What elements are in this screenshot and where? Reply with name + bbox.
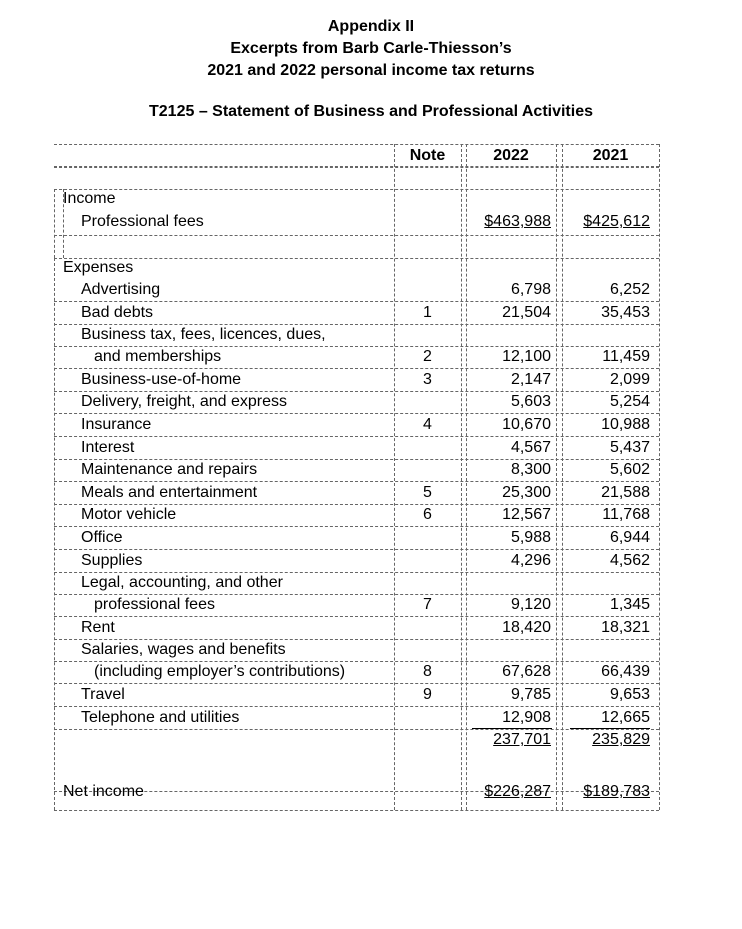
value-2022: 5,988 bbox=[510, 529, 551, 546]
total-expenses-2022: 237,701 bbox=[493, 731, 551, 749]
expense-label-continued: professional fees bbox=[94, 596, 215, 614]
row-divider bbox=[54, 810, 659, 811]
expense-label: Business tax, fees, licences, dues, bbox=[81, 326, 326, 344]
value-2022: 12,100 bbox=[502, 348, 551, 366]
line-item-label: Professional fees bbox=[81, 213, 204, 230]
note-number: 3 bbox=[423, 370, 432, 388]
row-divider bbox=[54, 481, 659, 482]
row-divider bbox=[54, 661, 659, 662]
column-header-2022: 2022 bbox=[493, 147, 529, 164]
column-header-note: Note bbox=[409, 147, 446, 164]
expense-label: Motor vehicle bbox=[81, 506, 177, 524]
expenses-heading: Expenses bbox=[63, 259, 134, 276]
value-2021: 66,439 bbox=[601, 663, 650, 681]
expense-label: Salaries, wages and benefits bbox=[81, 641, 286, 659]
value-2021: 5,602 bbox=[609, 461, 650, 479]
net-income-2021: $189,783 bbox=[583, 783, 650, 800]
value-2022: 9,785 bbox=[510, 686, 551, 703]
value-2022: 25,300 bbox=[502, 483, 551, 501]
expense-label: Rent bbox=[81, 618, 115, 636]
value-2021: 1,345 bbox=[609, 596, 650, 614]
row-divider bbox=[54, 616, 659, 617]
row-divider bbox=[54, 391, 659, 392]
column-divider bbox=[556, 144, 557, 810]
expense-label: Legal, accounting, and other bbox=[81, 574, 283, 592]
note-number: 6 bbox=[423, 506, 432, 524]
column-divider bbox=[54, 189, 55, 258]
expense-label-continued: and memberships bbox=[94, 348, 222, 366]
row-divider bbox=[54, 549, 659, 550]
row-divider bbox=[54, 639, 659, 640]
returns-heading: 2021 and 2022 personal income tax returns bbox=[207, 62, 535, 79]
value-2021: 5,437 bbox=[609, 438, 650, 456]
statement-subtitle: T2125 – Statement of Business and Professional Activities bbox=[149, 103, 593, 120]
row-divider bbox=[54, 683, 659, 684]
expense-label: Business-use-of-home bbox=[81, 370, 242, 388]
value-2021: 11,459 bbox=[602, 348, 650, 366]
row-divider bbox=[54, 572, 659, 573]
column-divider bbox=[54, 258, 55, 810]
value-2021: 4,562 bbox=[609, 551, 650, 569]
row-divider bbox=[54, 144, 659, 145]
expense-label: Bad debts bbox=[81, 303, 154, 321]
note-number: 4 bbox=[423, 416, 432, 433]
total-underline bbox=[570, 728, 650, 729]
net-income-label: Net income bbox=[63, 783, 144, 800]
expense-label-continued: (including employer’s contributions) bbox=[94, 663, 346, 681]
column-divider bbox=[461, 144, 462, 810]
expense-label: Supplies bbox=[81, 551, 143, 569]
row-divider bbox=[54, 729, 659, 730]
value-2022: 21,504 bbox=[502, 303, 551, 321]
value-2022: 12,908 bbox=[502, 708, 551, 726]
row-divider bbox=[54, 459, 659, 460]
row-divider bbox=[54, 235, 659, 236]
value-2021: 9,653 bbox=[609, 686, 650, 703]
note-number: 2 bbox=[423, 348, 432, 366]
income-heading: Income bbox=[63, 190, 116, 207]
note-number: 8 bbox=[423, 663, 432, 681]
row-divider bbox=[54, 324, 659, 325]
note-number: 1 bbox=[423, 303, 432, 321]
value-2022: 67,628 bbox=[502, 663, 551, 681]
column-divider bbox=[659, 144, 660, 810]
expense-label: Delivery, freight, and express bbox=[81, 393, 288, 411]
row-divider bbox=[54, 346, 659, 347]
note-number: 7 bbox=[423, 596, 432, 614]
net-income-2022: $226,287 bbox=[484, 783, 551, 800]
value-2021: 12,665 bbox=[601, 708, 650, 726]
expense-label: Advertising bbox=[81, 281, 161, 298]
value-2022: 2,147 bbox=[510, 370, 551, 388]
row-divider bbox=[54, 706, 659, 707]
appendix-heading: Appendix II bbox=[327, 18, 415, 35]
row-divider bbox=[54, 189, 659, 190]
value-2021: 5,254 bbox=[609, 393, 650, 411]
row-divider bbox=[54, 436, 659, 437]
value-2022: 18,420 bbox=[502, 618, 551, 636]
row-divider bbox=[54, 526, 659, 527]
expense-label: Travel bbox=[81, 686, 125, 703]
expense-label: Meals and entertainment bbox=[81, 483, 258, 501]
value-2022: 8,300 bbox=[510, 461, 551, 479]
row-divider bbox=[54, 167, 659, 168]
row-divider bbox=[54, 413, 659, 414]
value-2022: 4,567 bbox=[510, 438, 551, 456]
row-divider bbox=[54, 258, 659, 259]
expense-label: Insurance bbox=[81, 416, 152, 433]
value-2021: 6,944 bbox=[609, 529, 650, 546]
row-divider bbox=[54, 301, 659, 302]
value-2021: 18,321 bbox=[601, 618, 650, 636]
value-2021: 2,099 bbox=[609, 370, 650, 388]
value-2022: 12,567 bbox=[502, 506, 551, 524]
row-divider bbox=[54, 594, 659, 595]
value-2022: 10,670 bbox=[502, 416, 551, 433]
expense-label: Office bbox=[81, 529, 123, 546]
value-2021: $425,612 bbox=[583, 213, 650, 230]
column-header-2021: 2021 bbox=[592, 147, 629, 164]
total-expenses-2021: 235,829 bbox=[592, 731, 650, 749]
note-number: 5 bbox=[423, 483, 432, 501]
total-underline bbox=[472, 728, 552, 729]
row-divider bbox=[54, 504, 659, 505]
value-2021: 10,988 bbox=[601, 416, 650, 433]
value-2021: 11,768 bbox=[602, 506, 650, 524]
expense-label: Telephone and utilities bbox=[81, 708, 240, 726]
value-2022: $463,988 bbox=[484, 213, 551, 230]
excerpts-heading: Excerpts from Barb Carle-Thiesson’s bbox=[230, 40, 512, 57]
note-number: 9 bbox=[423, 686, 432, 703]
value-2022: 5,603 bbox=[510, 393, 551, 411]
value-2022: 4,296 bbox=[510, 551, 551, 569]
column-divider bbox=[394, 144, 395, 810]
row-divider bbox=[54, 368, 659, 369]
expense-label: Maintenance and repairs bbox=[81, 461, 258, 479]
expense-label: Interest bbox=[81, 438, 135, 456]
value-2022: 9,120 bbox=[510, 596, 551, 614]
value-2021: 6,252 bbox=[609, 281, 650, 298]
value-2021: 35,453 bbox=[601, 303, 650, 321]
value-2021: 21,588 bbox=[601, 483, 650, 501]
value-2022: 6,798 bbox=[510, 281, 551, 298]
